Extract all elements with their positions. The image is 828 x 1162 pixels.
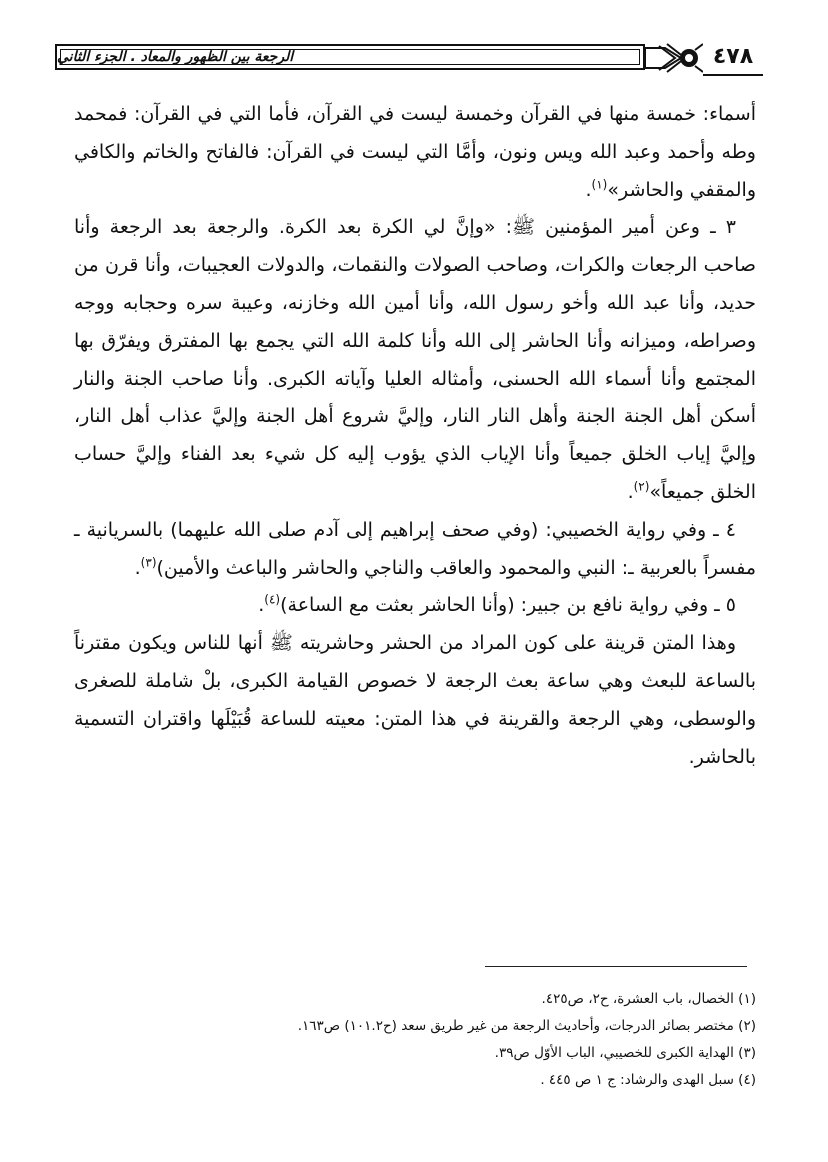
paragraph-2: ٣ ـ وعن أمير المؤمنين ﷺ: «وإنَّ لي الكرة بعد الكرة. والرجعة بعد الرجعة وأنا صاحب الرجعات والكرات، وصاحب الصولات والنقمات، والدولات العجيبات، وأنا قرن من حديد، وأنا عبد الله وأخو رسول الله، وأنا أمين الله وخازنه، وعيبة سره وحجابه ووجه وصراطه، وميزانه وأنا الحاشر إلى الله وأنا كلمة الله التي يجمع بها المفترق ويفرّق بها المجتمع وأنا أسماء الله الحسنى، وأمثاله العليا وآياته الكبرى. وأنا صاحب الجنة والنار أسكن أهل الجنة الجنة وأهل النار النار، وإليَّ شروع أهل الجنة وإليَّ عذاب أهل النار، وإليَّ إياب الخلق جميعاً وأنا الإياب الذي يؤوب إليه كل شيء بعد الفناء وإليَّ حساب الخلق جميعاً»$^{(٢)}$. <box>74 216 756 503</box>
running-title: الرجعة بين الظهور والمعاد . الجزء الثاني <box>55 44 645 70</box>
footnotes <box>74 986 756 1094</box>
footnote-ref-3: (٣) <box>140 555 157 570</box>
paragraph-4: ٥ ـ وفي رواية نافع بن جبير: (وأنا الحاشر بعثت مع الساعة)$^{(٤)}$. <box>258 593 736 617</box>
footnote-2: (٢) مختصر بصائر الدرجات، وأحاديث الرجعة من غير طريق سعد (ح١٠١.٢) ص١٦٣. <box>297 1018 756 1034</box>
footnote-3: (٣) الهداية الكبرى للخصيبي، الباب الأوّل ص٣٩. <box>494 1045 756 1061</box>
footnote-ref-4: (٤) <box>264 593 281 608</box>
main-text <box>74 96 756 776</box>
footnote-separator <box>485 966 747 967</box>
footnote-1: (١) الخصال، باب العشرة، ح٢، ص٤٢٥. <box>541 991 756 1007</box>
paragraph-5: وهذا المتن قرينة على كون المراد من الحشر وحاشريته ﷺ أنها للناس ويكون مقترناً بالساعة للبعث وهي ساعة بعث الرجعة لا خصوص القيامة الكبرى، بلْ شاملة للصغرى والوسطى، وهي الرجعة والقرينة في هذا المتن: معيته للساعة قُبَيْلَها واقتران التسمية بالحاشر. <box>74 632 756 768</box>
paragraph-3: ٤ ـ وفي رواية الخصيبي: (وفي صحف إبراهيم إلى آدم صلى الله عليهما) بالسريانية ـ مفسراً بالعربية ـ: النبي والمحمود والعاقب والناجي والحاشر والباعث والأمين)$^{(٣)}$. <box>74 518 756 579</box>
footnote-ref-2: (٢) <box>633 479 650 494</box>
page-number-underline <box>703 74 763 76</box>
page-header <box>55 40 755 80</box>
paragraph-1: أسماء: خمسة منها في القرآن وخمسة ليست في القرآن، فأما التي في القرآن: فمحمد وطه وأحمد وعبد الله ويس ونون، وأمَّا التي ليست في القرآن: فالفاتح والخاتم والكافي والمقفي والحاشر»$^{(١)}$. <box>74 103 756 201</box>
footnote-4: (٤) سبل الهدى والرشاد: ج ١ ص ٤٤٥ . <box>540 1072 756 1088</box>
page-number: ٤٧٨ <box>712 44 754 69</box>
footnote-ref-1: (١) <box>591 177 608 192</box>
header-ornament <box>645 40 703 76</box>
